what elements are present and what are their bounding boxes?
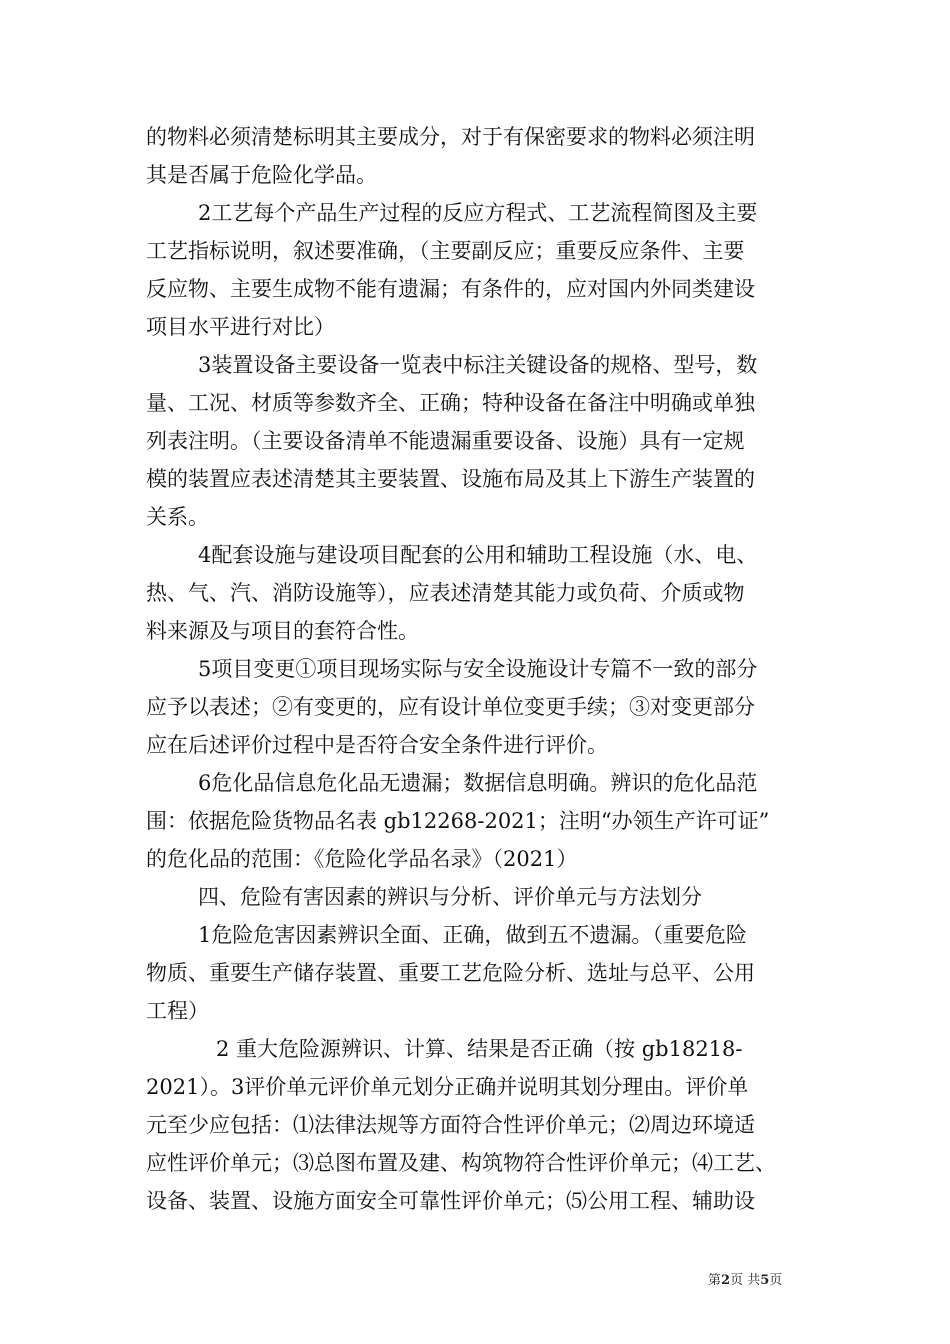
text-line: 应予以表述；②有变更的，应有设计单位变更手续；③对变更部分 [146,695,755,719]
current-page-number: 2 [721,1273,731,1288]
text-line: 物质、重要生产储存装置、重要工艺危险分析、选址与总平、公用 [146,961,755,985]
text-line: 反应物、主要生成物不能有遗漏；有条件的，应对国内外同类建设 [146,277,755,301]
paragraph-start: 2工艺每个产品生产过程的反应方程式、工艺流程简图及主要 [198,201,758,225]
text-line: 工程） [146,999,209,1023]
footer-middle: 页 共 [730,1273,761,1288]
total-page-number: 5 [760,1273,770,1288]
text-line: 料来源及与项目的套符合性。 [146,619,419,643]
text-line: 应性评价单元；⑶总图布置及建、构筑物符合性评价单元；⑷工艺、 [146,1151,776,1175]
paragraph-start: 3装置设备主要设备一览表中标注关键设备的规格、型号，数 [198,353,758,377]
text-line: 2021）。3评价单元评价单元划分正确并说明其划分理由。评价单 [146,1075,749,1099]
text-line: 热、气、汽、消防设施等），应表述清楚其能力或负荷、介质或物 [146,581,745,605]
text-line: 其是否属于危险化学品。 [146,163,377,187]
text-line: 设备、装置、设施方面安全可靠性评价单元；⑸公用工程、辅助设 [146,1189,755,1213]
footer-suffix: 页 [769,1273,783,1288]
text-line: 列表注明。（主要设备清单不能遗漏重要设备、设施）具有一定规 [146,429,745,453]
paragraph-start: 6危化品信息危化品无遗漏；数据信息明确。辨识的危化品范 [198,771,758,795]
text-line: 元至少应包括：⑴法律法规等方面符合性评价单元；⑵周边环境适 [146,1113,755,1137]
paragraph-start: 1危险危害因素辨识全面、正确，做到五不遗漏。（重要危险 [198,923,747,947]
text-line: 关系。 [146,505,209,529]
text-line: 围：依据危险货物品名表 gb12268-2021；注明“办领生产许可证” [146,809,770,833]
text-line: 的物料必须清楚标明其主要成分，对于有保密要求的物料必须注明 [146,125,755,149]
text-line: 模的装置应表述清楚其主要装置、设施布局及其上下游生产装置的 [146,467,755,491]
paragraph-start: 5项目变更①项目现场实际与安全设施设计专篇不一致的部分 [198,657,758,681]
text-line: 的危化品的范围：《危险化学品名录》（2021） [146,847,578,871]
text-line: 量、工况、材质等参数齐全、正确；特种设备在备注中明确或单独 [146,391,755,415]
paragraph-start: 4配套设施与建设项目配套的公用和辅助工程设施（水、电、 [198,543,758,567]
paragraph-start: 2 重大危险源辨识、计算、结果是否正确（按 gb18218- [216,1037,743,1061]
text-line: 工艺指标说明，叙述要准确，（主要副反应；重要反应条件、主要 [146,239,745,263]
text-line: 应在后述评价过程中是否符合安全条件进行评价。 [146,733,608,757]
footer-prefix: 第 [708,1273,722,1288]
text-line: 项目水平进行对比） [146,315,335,339]
page-footer [708,1272,782,1290]
section-heading: 四、危险有害因素的辨识与分析、评价单元与方法划分 [198,885,702,909]
